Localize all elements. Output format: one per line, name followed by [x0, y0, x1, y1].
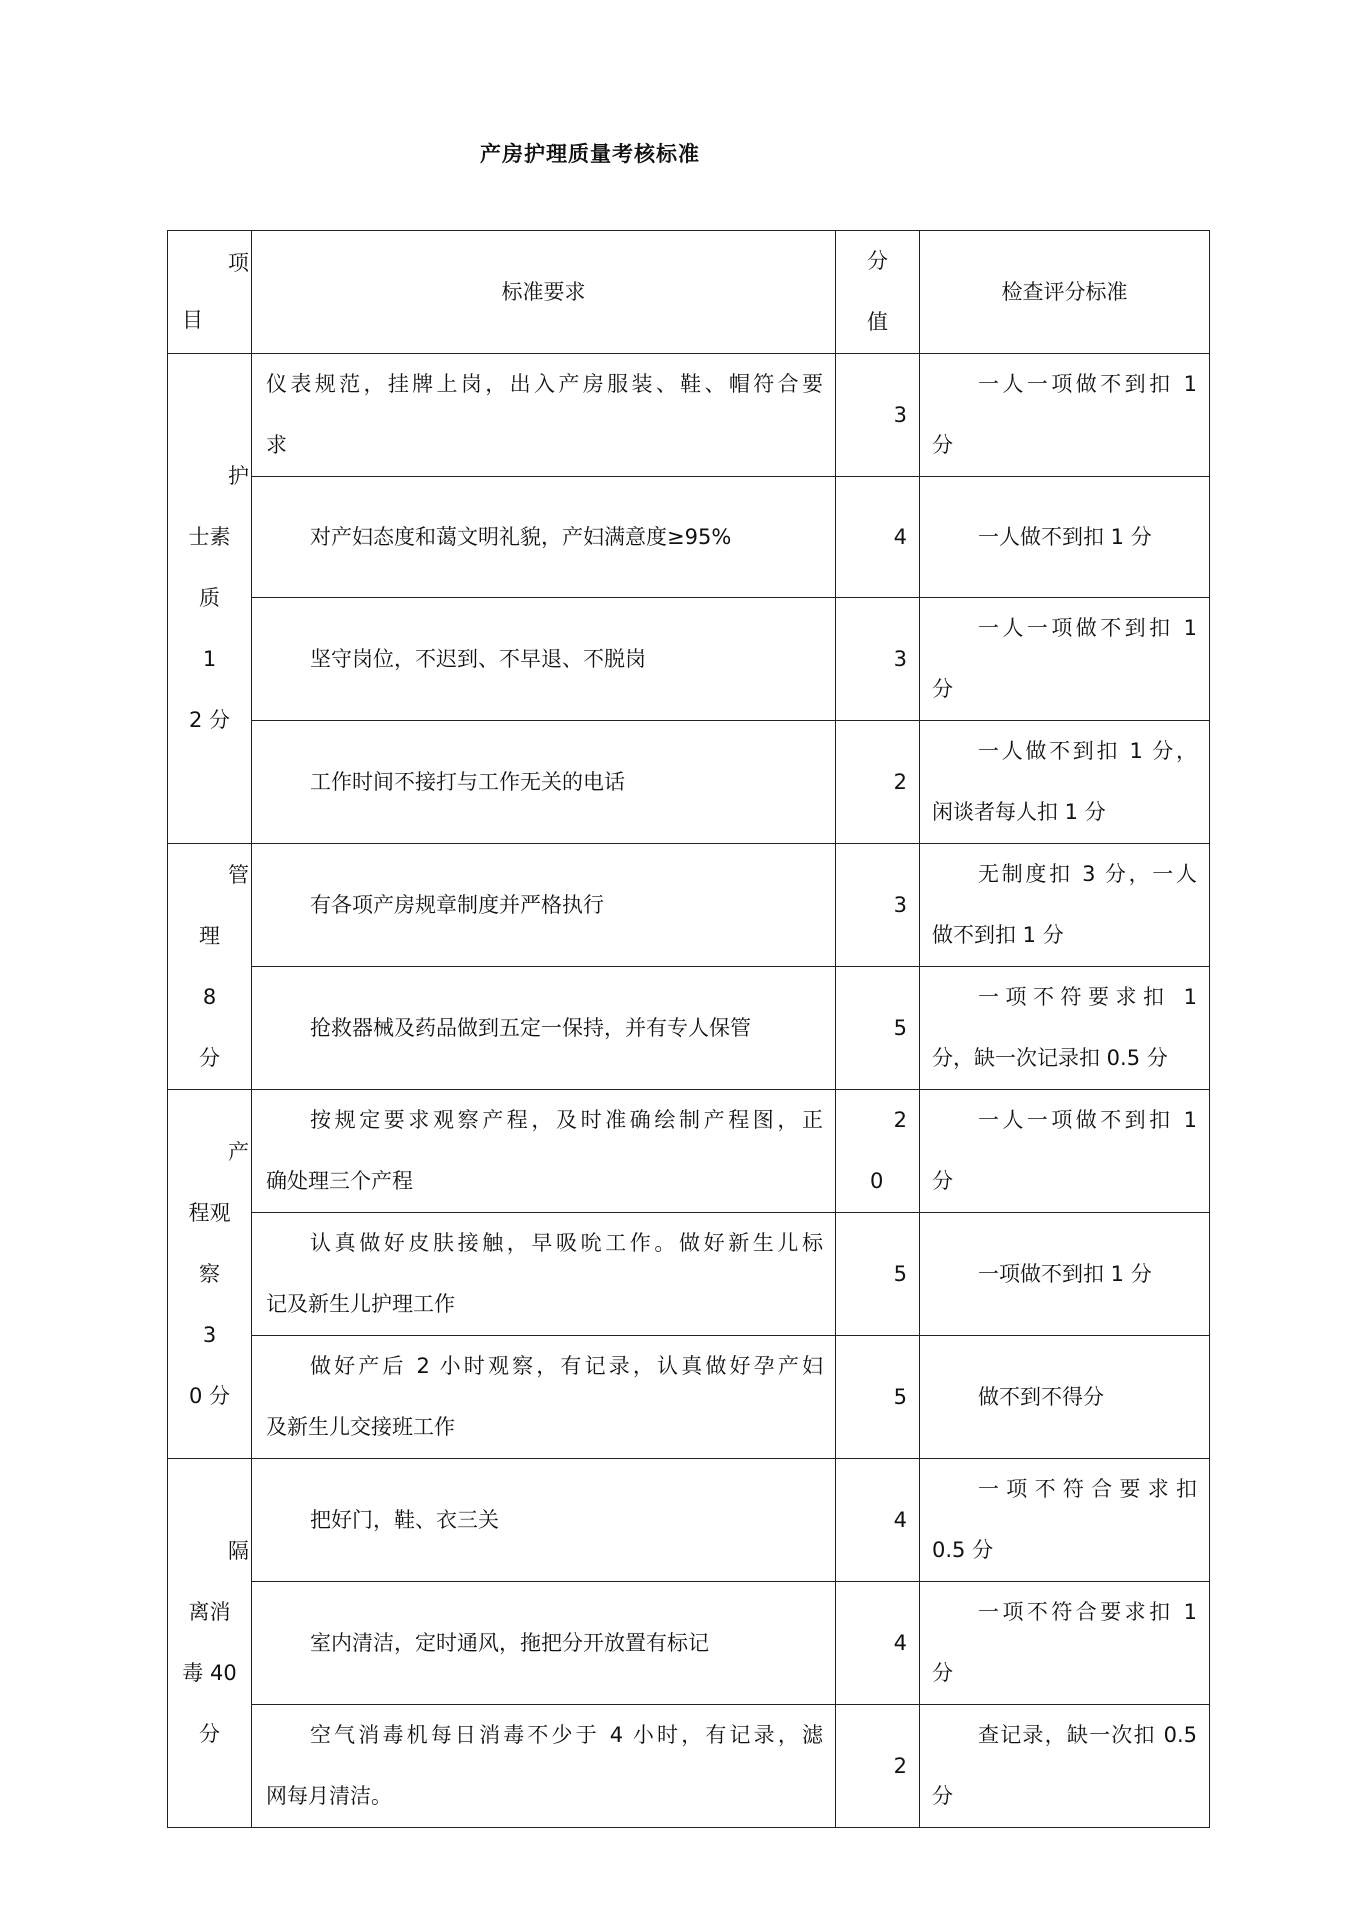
- criteria-line: 分: [932, 433, 953, 457]
- requirement-cell: [252, 844, 836, 967]
- requirement-line: 抢救器械及药品做到五定一保持，并有专人保管: [310, 1015, 751, 1040]
- criteria-cell: [920, 1459, 1210, 1582]
- category-line: 2 分: [188, 708, 231, 732]
- category-line: 离消: [188, 1600, 231, 1624]
- score-cell: 4: [836, 1459, 920, 1582]
- criteria-cell: [920, 1090, 1210, 1213]
- category-line: 8: [202, 984, 217, 1009]
- header-requirement: 标准要求: [252, 231, 836, 354]
- header-score-b: 值: [867, 310, 888, 334]
- requirement-line: 求: [266, 433, 287, 457]
- category-cell: [168, 1090, 252, 1459]
- requirement-cell: [252, 598, 836, 721]
- table-row: [168, 598, 1210, 721]
- page-title: 产房护理质量考核标准: [480, 142, 700, 166]
- category-line: 质: [199, 586, 220, 610]
- header-item-cell: [168, 231, 252, 354]
- score-line: 0: [870, 1169, 884, 1193]
- criteria-line: 分: [932, 1169, 953, 1193]
- requirement-line: 按规定要求观察产程，及时准确绘制产程图，正: [310, 1108, 823, 1132]
- requirement-line: 记及新生儿护理工作: [266, 1292, 455, 1316]
- category-line: 毒 40: [182, 1661, 237, 1685]
- category-line: 察: [199, 1261, 220, 1286]
- requirement-cell: [252, 1582, 836, 1705]
- requirement-line: 确处理三个产程: [266, 1169, 413, 1193]
- category-line: 1: [202, 647, 217, 671]
- criteria-line: 一人做不到扣 1 分: [978, 524, 1152, 549]
- assessment-table: [167, 230, 1210, 1828]
- criteria-line: 一人一项做不到扣 1: [978, 616, 1197, 640]
- table-row: [168, 721, 1210, 844]
- score-cell: 4: [836, 1582, 920, 1705]
- requirement-cell: [252, 1336, 836, 1459]
- category-cell: [168, 844, 252, 1090]
- criteria-line: 分: [932, 1784, 953, 1808]
- criteria-cell: [920, 354, 1210, 477]
- criteria-cell: [920, 967, 1210, 1090]
- score-cell: 5: [836, 1213, 920, 1336]
- criteria-line: 一人一项做不到扣 1: [978, 372, 1197, 396]
- table-row: [168, 477, 1210, 598]
- category-line: 理: [199, 923, 220, 948]
- table-row: [168, 1582, 1210, 1705]
- category-line: 护: [228, 464, 249, 488]
- criteria-cell: [920, 598, 1210, 721]
- score-cell: 3: [836, 598, 920, 721]
- score-cell: 3: [836, 844, 920, 967]
- requirement-line: 空气消毒机每日消毒不少于 4 小时，有记录，滤: [310, 1723, 823, 1747]
- criteria-line: 一人做不到扣 1 分，: [978, 739, 1197, 763]
- requirement-cell: [252, 1213, 836, 1336]
- requirement-line: 把好门，鞋、衣三关: [310, 1507, 499, 1532]
- requirement-line: 坚守岗位，不迟到、不早退、不脱岗: [310, 646, 646, 671]
- requirement-cell: [252, 354, 836, 477]
- table-row: [168, 1336, 1210, 1459]
- score-cell: [836, 1090, 920, 1213]
- criteria-line: 一项不符要求扣 1: [978, 985, 1197, 1009]
- category-line: 程观: [188, 1200, 231, 1225]
- score-cell: 3: [836, 354, 920, 477]
- requirement-line: 室内清洁，定时通风，拖把分开放置有标记: [310, 1630, 709, 1655]
- criteria-line: 分: [932, 1661, 953, 1685]
- criteria-cell: [920, 1582, 1210, 1705]
- requirement-line: 及新生儿交接班工作: [266, 1415, 455, 1439]
- score-cell: 2: [836, 1705, 920, 1828]
- criteria-line: 闲谈者每人扣 1 分: [932, 800, 1106, 824]
- criteria-line: 0.5 分: [932, 1538, 994, 1562]
- requirement-line: 网每月清洁。: [266, 1784, 392, 1808]
- requirement-cell: [252, 1705, 836, 1828]
- header-criteria: 检查评分标准: [920, 231, 1210, 354]
- header-item-a: 项: [228, 251, 249, 275]
- criteria-line: 一项做不到扣 1 分: [978, 1261, 1152, 1286]
- category-line: 3: [202, 1322, 217, 1347]
- score-cell: 2: [836, 721, 920, 844]
- criteria-line: 分，缺一次记录扣 0.5 分: [932, 1046, 1168, 1070]
- requirement-line: 做好产后 2 小时观察，有记录，认真做好孕产妇: [310, 1354, 823, 1378]
- table-row: [168, 1459, 1210, 1582]
- category-line: 分: [199, 1722, 220, 1746]
- table-row: [168, 967, 1210, 1090]
- criteria-line: 无制度扣 3 分，一人: [978, 862, 1197, 886]
- criteria-line: 做不到扣 1 分: [932, 923, 1064, 947]
- table-row: [168, 1213, 1210, 1336]
- criteria-line: 一项不符合要求扣 1: [978, 1600, 1197, 1624]
- criteria-line: 一人一项做不到扣 1: [978, 1108, 1197, 1132]
- criteria-line: 查记录，缺一次扣 0.5: [978, 1723, 1197, 1747]
- requirement-cell: [252, 477, 836, 598]
- score-cell: 5: [836, 1336, 920, 1459]
- category-cell: [168, 1459, 252, 1828]
- requirement-line: 认真做好皮肤接触，早吸吮工作。做好新生儿标: [310, 1231, 823, 1255]
- score-line: 2: [893, 1108, 907, 1132]
- criteria-cell: [920, 1336, 1210, 1459]
- criteria-line: 做不到不得分: [978, 1384, 1104, 1409]
- table-row: [168, 1090, 1210, 1213]
- criteria-cell: [920, 721, 1210, 844]
- score-cell: 5: [836, 967, 920, 1090]
- criteria-line: 分: [932, 677, 953, 701]
- category-line: 管: [228, 862, 249, 887]
- requirement-line: 仪表规范，挂牌上岗，出入产房服装、鞋、帽符合要: [266, 372, 823, 396]
- requirement-line: 有各项产房规章制度并严格执行: [310, 892, 604, 917]
- category-line: 产: [228, 1139, 249, 1164]
- requirement-cell: [252, 1090, 836, 1213]
- criteria-cell: [920, 844, 1210, 967]
- score-cell: 4: [836, 477, 920, 598]
- criteria-cell: [920, 1705, 1210, 1828]
- header-item-b: 目: [182, 308, 203, 332]
- category-line: 分: [199, 1045, 220, 1070]
- header-row: [168, 231, 1210, 354]
- requirement-line: 工作时间不接打与工作无关的电话: [310, 769, 625, 794]
- requirement-line: 对产妇态度和蔼文明礼貌，产妇满意度≥95%: [310, 524, 732, 549]
- criteria-line: 一项不符合要求扣: [978, 1477, 1197, 1501]
- criteria-cell: [920, 1213, 1210, 1336]
- table-row: [168, 1705, 1210, 1828]
- header-score-cell: [836, 231, 920, 354]
- category-cell: [168, 354, 252, 844]
- header-score-a: 分: [867, 249, 888, 273]
- category-line: 0 分: [188, 1383, 231, 1408]
- criteria-cell: [920, 477, 1210, 598]
- table-row: [168, 354, 1210, 477]
- table-row: [168, 844, 1210, 967]
- requirement-cell: [252, 967, 836, 1090]
- category-line: 隔: [228, 1539, 249, 1563]
- category-line: 士素: [188, 525, 231, 549]
- requirement-cell: [252, 1459, 836, 1582]
- requirement-cell: [252, 721, 836, 844]
